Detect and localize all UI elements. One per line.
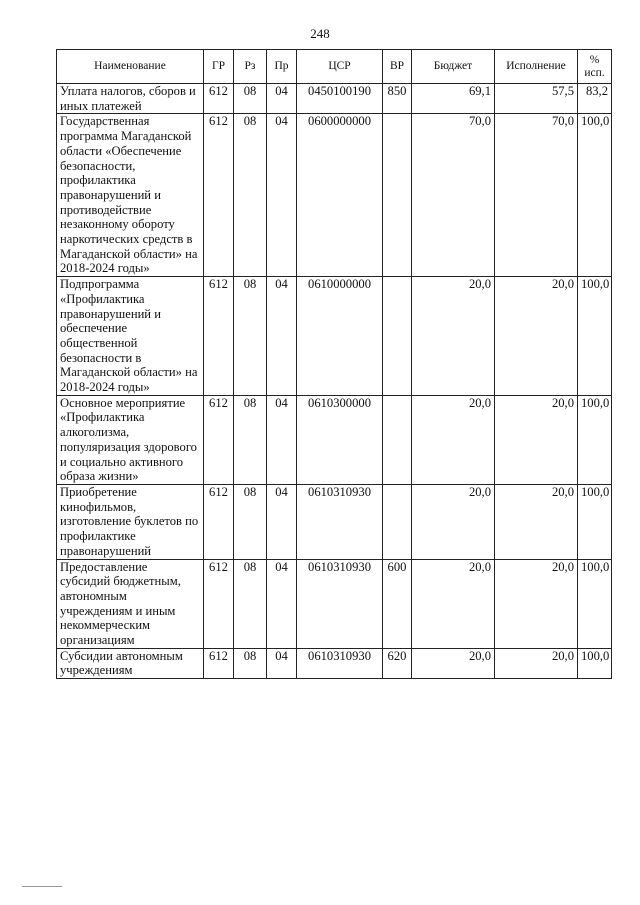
cell-csr: 0600000000 [297, 114, 383, 277]
cell-execution: 70,0 [495, 114, 578, 277]
cell-gr: 612 [204, 277, 234, 396]
table-row [57, 648, 612, 678]
header-vr: ВР [383, 50, 412, 84]
table-row [57, 84, 612, 114]
cell-execution: 20,0 [495, 559, 578, 648]
cell-rz: 08 [234, 648, 267, 678]
cell-percent: 100,0 [578, 277, 612, 396]
cell-percent: 100,0 [578, 559, 612, 648]
cell-vr: 600 [383, 559, 412, 648]
cell-execution: 20,0 [495, 395, 578, 484]
cell-rz: 08 [234, 277, 267, 396]
cell-vr [383, 114, 412, 277]
cell-budget: 20,0 [412, 395, 495, 484]
cell-vr [383, 395, 412, 484]
cell-rz: 08 [234, 114, 267, 277]
table-row [57, 114, 612, 277]
cell-percent: 100,0 [578, 395, 612, 484]
header-percent: % исп. [578, 50, 612, 84]
cell-gr: 612 [204, 114, 234, 277]
cell-budget: 69,1 [412, 84, 495, 114]
cell-gr: 612 [204, 84, 234, 114]
table-row [57, 484, 612, 559]
cell-pr: 04 [267, 395, 297, 484]
cell-rz: 08 [234, 559, 267, 648]
cell-budget: 20,0 [412, 648, 495, 678]
cell-pr: 04 [267, 648, 297, 678]
cell-rz: 08 [234, 84, 267, 114]
cell-vr: 620 [383, 648, 412, 678]
cell-gr: 612 [204, 559, 234, 648]
header-gr: ГР [204, 50, 234, 84]
cell-name: Приобретение кинофильмов, изготовление буклетов по профилактике правонарушений [57, 484, 204, 559]
table-header-row [57, 50, 612, 84]
table-row [57, 395, 612, 484]
cell-execution: 20,0 [495, 277, 578, 396]
cell-name: Основное мероприятие «Профилактика алкоголизма, популяризация здорового и социально активного образа жизни» [57, 395, 204, 484]
header-execution: Исполнение [495, 50, 578, 84]
cell-pr: 04 [267, 84, 297, 114]
cell-budget: 20,0 [412, 277, 495, 396]
cell-pr: 04 [267, 277, 297, 396]
cell-name: Субсидии автономным учреждениям [57, 648, 204, 678]
cell-percent: 100,0 [578, 648, 612, 678]
cell-rz: 08 [234, 395, 267, 484]
page-number: 248 [310, 26, 330, 41]
cell-execution: 57,5 [495, 84, 578, 114]
cell-pr: 04 [267, 559, 297, 648]
cell-percent: 83,2 [578, 84, 612, 114]
cell-csr: 0610310930 [297, 559, 383, 648]
cell-budget: 70,0 [412, 114, 495, 277]
cell-pr: 04 [267, 114, 297, 277]
cell-percent: 100,0 [578, 484, 612, 559]
cell-csr: 0610000000 [297, 277, 383, 396]
cell-csr: 0610310930 [297, 484, 383, 559]
cell-budget: 20,0 [412, 484, 495, 559]
header-rz: Рз [234, 50, 267, 84]
cell-gr: 612 [204, 648, 234, 678]
cell-percent: 100,0 [578, 114, 612, 277]
cell-vr: 850 [383, 84, 412, 114]
cell-vr [383, 277, 412, 396]
header-csr: ЦСР [297, 50, 383, 84]
cell-rz: 08 [234, 484, 267, 559]
header-budget: Бюджет [412, 50, 495, 84]
cell-gr: 612 [204, 484, 234, 559]
cell-pr: 04 [267, 484, 297, 559]
cell-name: Государственная программа Магаданской области «Обеспечение безопасности, профилактика правонарушений и противодействие незаконному обороту наркотических средств в Магаданской области» на 2018-2024 годы» [57, 114, 204, 277]
cell-gr: 612 [204, 395, 234, 484]
cell-csr: 0610310930 [297, 648, 383, 678]
header-name: Наименование [57, 50, 204, 84]
cell-execution: 20,0 [495, 648, 578, 678]
table-row [57, 559, 612, 648]
cell-vr [383, 484, 412, 559]
cell-name: Подпрограмма «Профилактика правонарушений и обеспечение общественной безопасности в Магаданской области» на 2018-2024 годы» [57, 277, 204, 396]
budget-table [56, 49, 612, 679]
cell-csr: 0450100190 [297, 84, 383, 114]
header-pr: Пр [267, 50, 297, 84]
cell-name: Уплата налогов, сборов и иных платежей [57, 84, 204, 114]
cell-execution: 20,0 [495, 484, 578, 559]
footer-rule [22, 886, 62, 887]
cell-name: Предоставление субсидий бюджетным, автономным учреждениям и иным некоммерческим организациям [57, 559, 204, 648]
cell-budget: 20,0 [412, 559, 495, 648]
table-row [57, 277, 612, 396]
cell-csr: 0610300000 [297, 395, 383, 484]
